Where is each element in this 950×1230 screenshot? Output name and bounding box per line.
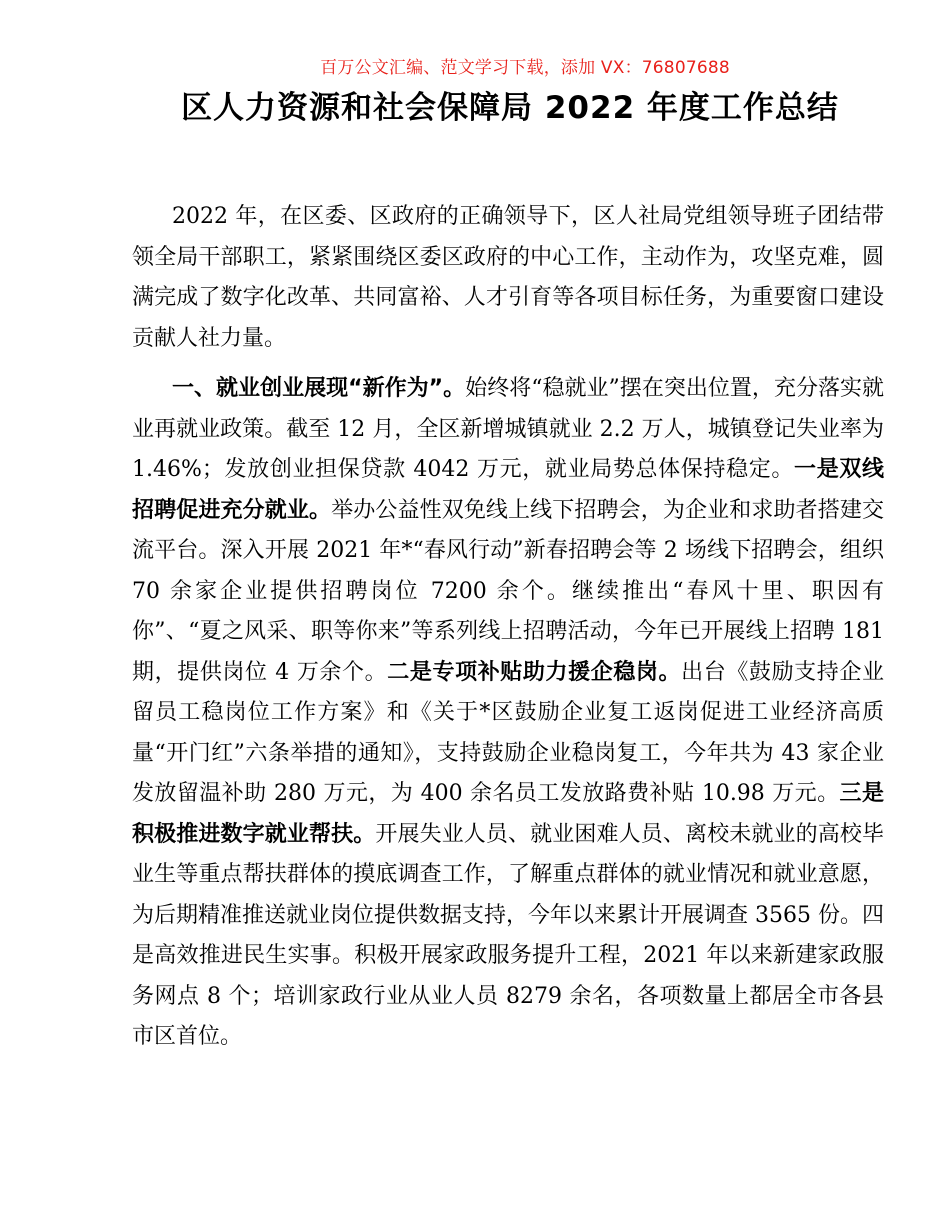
document-body [132, 197, 884, 1058]
page-title: 区人力资源和社会保障局 2022 年度工作总结 [181, 90, 839, 126]
paragraph-text: 举办公益性双免线上线下招聘会，为企业和求助者搭建交流平台。深入开展 2021 年*“春风行动”新春招聘会等 2 场线下招聘会，组织 70 余家企业提供招聘岗位 7200 余个。继续推出“春风十里、职因有你”、“夏之风采、职等你来”等系列线上招聘活动，今年已开展线上招聘 181 期，提供岗位 4 万余个。 [132, 497, 884, 685]
paragraph-intro: 2022 年，在区委、区政府的正确领导下，区人社局党组领导班子团结带领全局干部职工，紧紧围绕区委区政府的中心工作，主动作为，攻坚克难，圆满完成了数字化改革、共同富裕、人才引育等各项目标任务，为重要窗口建设贡献人社力量。 [132, 204, 884, 351]
header-promo-note: 百万公文汇编、范文学习下载，添加 VX：76807688 [320, 58, 730, 78]
paragraph-text: 开展失业人员、就业困难人员、离校未就业的高校毕业生等重点帮扶群体的摸底调查工作，了解重点群体的就业情况和就业意愿，为后期精准推送就业岗位提供数据支持，今年以来累计开展调查 3565 份。四是高效推进民生实事。积极开展家政服务提升工程，2021 年以来新建家政服务网点 8 个；培训家政行业从业人员 8279 余名，各项数量上都居全市各县市区首位。 [132, 821, 884, 1049]
paragraph-text: 始终将“稳就业”摆在突出位置，充分落实就业再就业政策。截至 12 月，全区新增城镇就业 2.2 万人，城镇登记失业率为 1.46%；发放创业担保贷款 4042 万元，就业局势总体保持稳定。 [132, 376, 885, 482]
subheading-recruitment: 一是双线招聘促进充分就业。 [132, 457, 884, 523]
paragraph-text: 出台《鼓励支持企业留员工稳岗位工作方案》和《关于*区鼓励企业复工返岗促进工业经济高质量“开门红”六条举措的通知》，支持鼓励企业稳岗复工，今年共为 43 家企业发放留温补助 280 万元，为 400 余名员工发放路费补贴 10.98 万元。 [132, 659, 884, 806]
paragraph-employment [132, 369, 884, 1058]
subheading-subsidy: 二是专项补贴助力援企稳岗。 [387, 659, 682, 685]
subheading-digital-assistance: 三是积极推进数字就业帮扶。 [132, 781, 884, 847]
section-heading-employment: 一、就业创业展现“新作为”。 [172, 376, 466, 401]
